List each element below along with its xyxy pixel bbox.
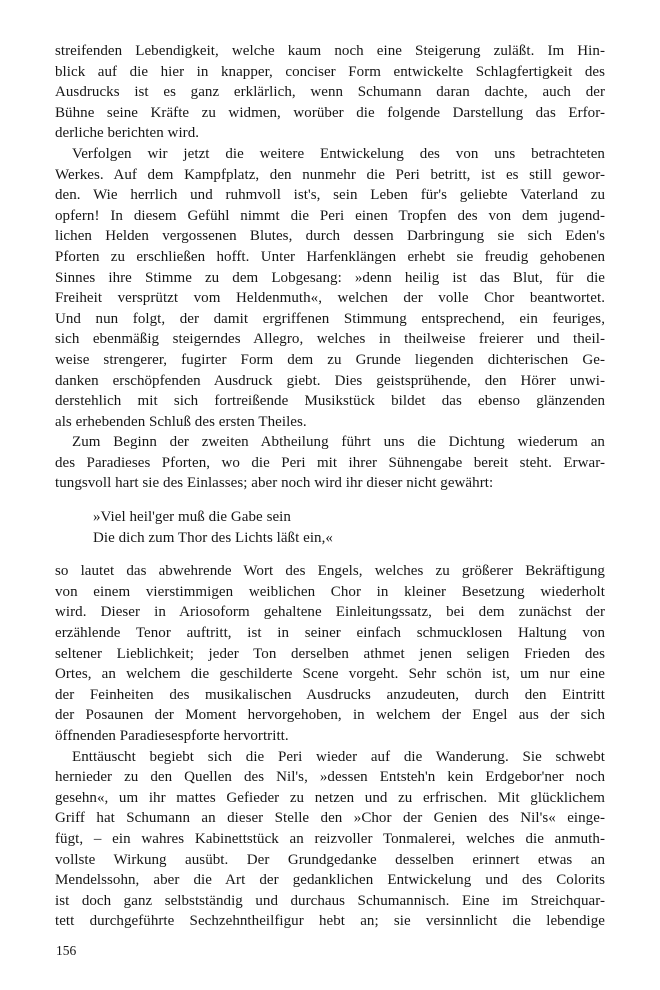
text-line: opfern! In diesem Gefühl nimmt die Peri einen Tropfen des von dem jugend- — [55, 207, 605, 224]
text-line: Enttäuscht begiebt sich die Peri wieder auf die Wanderung. Sie schwebt — [72, 748, 605, 765]
text-line: tett durchgeführte Sechzehntheilfigur hebt an; sie versinnlicht die lebendige — [55, 913, 605, 930]
text-line: der Feinheiten des musikalischen Ausdrucks anzudeuten, durch den Eintritt — [55, 686, 605, 703]
text-line: Werkes. Auf dem Kampfplatz, den nunmehr die Peri betritt, ist es still gewor- — [55, 166, 605, 183]
text-line: öffnenden Paradiesespforte hervortritt. — [55, 728, 289, 744]
paragraph — [55, 41, 605, 144]
paragraph — [55, 432, 605, 494]
text-line: blick auf die hier in knapper, conciser Form entwickelte Schlagfertigkeit des — [55, 63, 605, 80]
text-line: derliche berichten wird. — [55, 125, 200, 142]
text-line: »Viel heil'ger muß die Gabe sein — [93, 509, 291, 526]
text-line: lichen Helden vergossenen Blutes, durch dessen Darbringung sie sich Eden's — [55, 228, 605, 245]
text-line: Ortes, an welchem die geschilderte Scene vorgeht. Sehr schön ist, um nur eine — [55, 666, 605, 683]
text-line: Sinnes ihre Stimme zu dem Lobgesang: »denn heilig ist das Blut, für die — [55, 269, 605, 286]
text-line: Zum Beginn der zweiten Abtheilung führt uns die Dichtung wiederum an — [72, 434, 605, 451]
text-line: Und nun folgt, der damit ergriffenen Stimmung entsprechend, ein feuriges, — [55, 310, 605, 327]
quote-block — [93, 507, 605, 548]
text-line: seltener Lieblichkeit; jeder Ton derselben athmet jenen seligen Frieden des — [55, 645, 605, 662]
text-line: derstehlich mit sich fortreißende Musikstück bildet das ebenso glänzenden — [55, 393, 605, 410]
paragraph — [55, 144, 605, 432]
text-line: Griff hat Schumann an dieser Stelle den »Chor der Genien des Nil's« einge- — [55, 810, 605, 827]
text-line: von einem vierstimmigen weiblichen Chor in kleiner Besetzung wiederholt — [55, 583, 605, 600]
text-line: hernieder zu den Quellen des Nil's, »dessen Entsteh'n kein Erdgebor'ner noch — [55, 769, 605, 786]
text-line: Pforten zu erschließen hofft. Unter Harfenklängen erhebt sie freudig gehobenen — [55, 248, 605, 265]
text-line: streifenden Lebendigkeit, welche kaum noch eine Steigerung zuläßt. Im Hin- — [55, 43, 605, 59]
text-line: als erhebenden Schluß des ersten Theiles. — [55, 413, 307, 430]
text-line: tungsvoll hart sie des Einlasses; aber noch wird ihr dieser nicht gewährt: — [55, 475, 494, 492]
text-line: vollste Wirkung ausübt. Der Grundgedanke desselben erinnert etwas an — [55, 851, 605, 868]
paragraph — [55, 747, 605, 932]
text-line: Verfolgen wir jetzt die weitere Entwickelung des von uns betrachteten — [72, 145, 605, 162]
text-blocks — [55, 41, 605, 932]
text-line: ist doch ganz selbstständig und durchaus Schumannisch. Eine im Streichquar- — [55, 892, 605, 909]
text-line: erzählende Tenor auftritt, ist in seiner einfach schmucklosen Haltung von — [55, 625, 605, 642]
text-line: Freiheit versprützt vom Heldenmuth«, welchen der volle Chor beantwortet. — [55, 290, 605, 307]
text-line: Ausdrucks ist es ganz erklärlich, wenn Schumann daran dachte, auch der — [55, 84, 605, 101]
text-line: der Posaunen der Moment hervorgehoben, in welchem der Engel aus der sich — [55, 707, 605, 724]
text-line: so lautet das abwehrende Wort des Engels, welches zu größerer Bekräftigung — [55, 563, 605, 580]
text-line: den. Wie herrlich und ruhmvoll ist's, sein Leben für's geliebte Vaterland zu — [55, 187, 605, 204]
page-number: 156 — [56, 943, 77, 958]
text-line: weise strengerer, fugirter Form dem zu Grunde liegenden dichterischen Ge- — [55, 351, 605, 368]
paragraph — [55, 561, 605, 746]
text-line: sich ebenmäßig steigerndes Allegro, welches in theilweise freierer und theil- — [55, 331, 605, 348]
text-line: Mendelssohn, aber die Art der gedanklichen Entwickelung und des Colorits — [55, 872, 605, 889]
text-line: des Paradieses Pforten, wo die Peri mit ihrer Sühnengabe bereit steht. Erwar- — [55, 454, 605, 471]
text-line: fügt, – ein wahres Kabinettstück an reizvoller Tonmalerei, welches die anmuth- — [55, 830, 605, 847]
text-line: Die dich zum Thor des Lichts läßt ein,« — [93, 529, 333, 546]
text-line: gesehn«, um ihr mattes Gefieder zu netzen und zu erfrischen. Mit glücklichem — [55, 789, 605, 806]
text-line: Bühne seine Kräfte zu widmen, worüber die folgende Darstellung das Erfor- — [55, 104, 605, 121]
text-line: wird. Dieser in Ariosoform gehaltene Einleitungssatz, bei dem zunächst der — [55, 604, 605, 621]
text-line: danken erschöpfenden Ausdruck giebt. Dies geistsprühende, den Hörer unwi- — [55, 372, 605, 389]
